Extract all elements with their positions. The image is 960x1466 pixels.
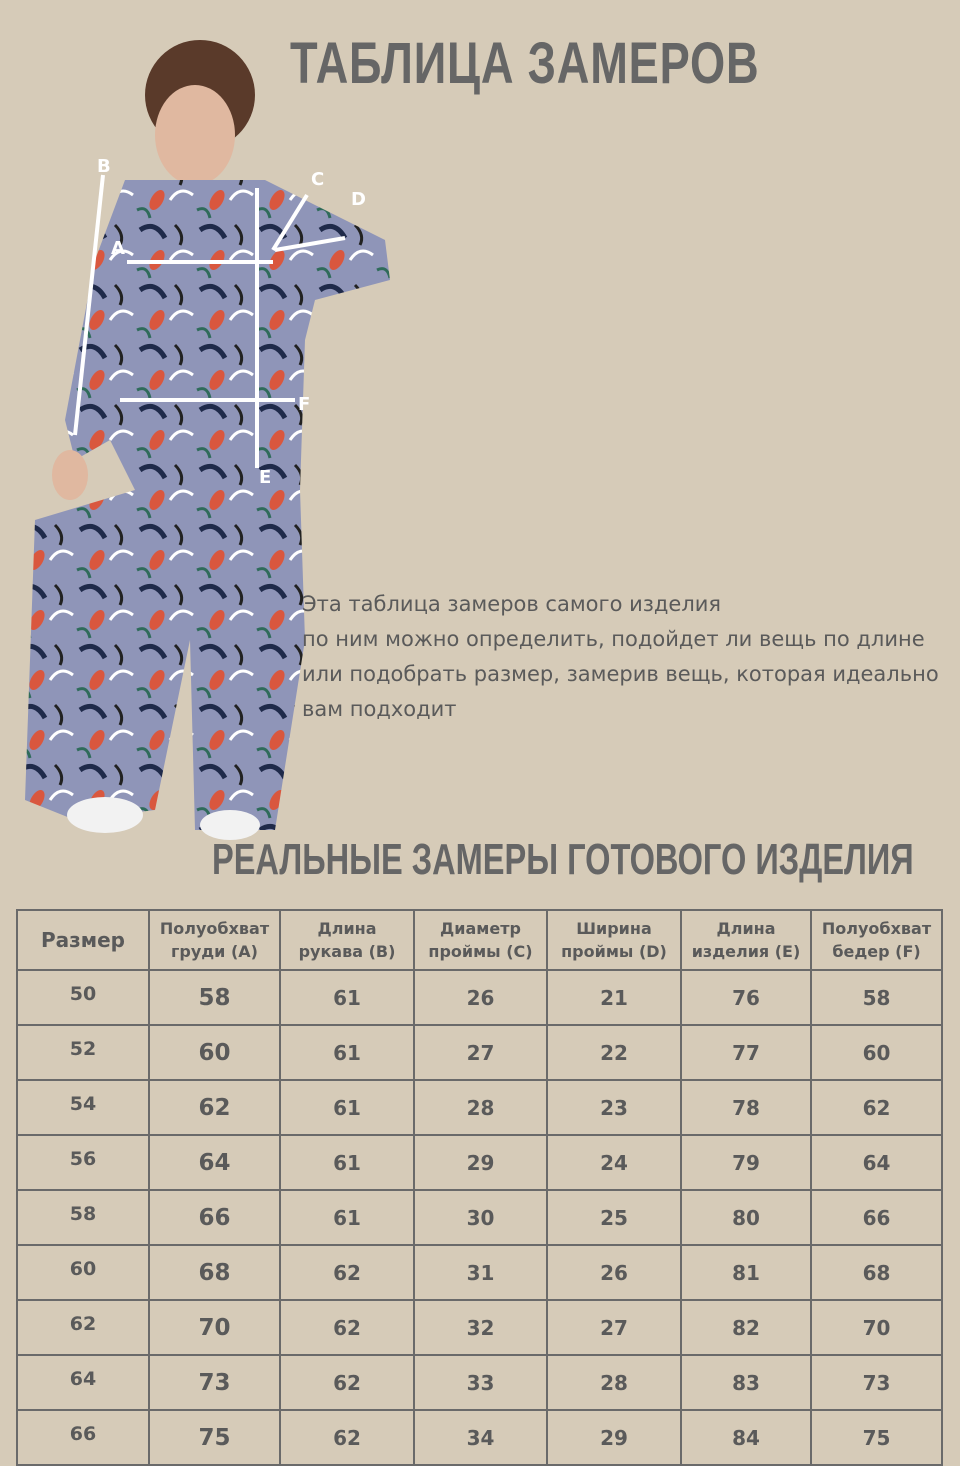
measurement-cell: 60 (149, 1025, 280, 1080)
column-header (681, 910, 811, 970)
measurement-cell: 29 (547, 1410, 681, 1465)
description-line: или подобрать размер, замерив вещь, которая идеально (302, 662, 939, 686)
measurement-cell: 84 (681, 1410, 811, 1465)
measurement-cell: 58 (811, 970, 942, 1025)
table-row (17, 970, 942, 1025)
measurement-cell: 62 (811, 1080, 942, 1135)
column-header-line: бедер (F) (832, 942, 921, 961)
table-row (17, 1300, 942, 1355)
measurement-cell: 76 (681, 970, 811, 1025)
measurement-cell: 83 (681, 1355, 811, 1410)
table-row (17, 1080, 942, 1135)
measurement-cell: 78 (681, 1080, 811, 1135)
measurement-cell: 80 (681, 1190, 811, 1245)
measurement-cell: 61 (280, 1025, 414, 1080)
column-header-line: груди (A) (171, 942, 258, 961)
measurement-cell: 62 (280, 1355, 414, 1410)
column-header-line: проймы (D) (561, 942, 667, 961)
measurement-cell: 66 (811, 1190, 942, 1245)
size-cell: 58 (17, 1190, 149, 1245)
measurement-cell: 34 (414, 1410, 547, 1465)
size-cell: 64 (17, 1355, 149, 1410)
measurement-cell: 62 (149, 1080, 280, 1135)
measurement-cell: 77 (681, 1025, 811, 1080)
measurement-cell: 61 (280, 1080, 414, 1135)
measurement-cell: 73 (811, 1355, 942, 1410)
measurement-cell: 62 (280, 1300, 414, 1355)
measurement-cell: 70 (811, 1300, 942, 1355)
column-header-line: Полуобхват (159, 919, 270, 938)
measurement-cell: 81 (681, 1245, 811, 1300)
description-line: вам подходит (302, 697, 457, 721)
column-header-line: Длина (317, 919, 377, 938)
size-cell: 54 (17, 1080, 149, 1135)
measurement-cell: 75 (811, 1410, 942, 1465)
column-header-line: проймы (C) (428, 942, 533, 961)
description (302, 587, 952, 727)
column-header (414, 910, 547, 970)
page-title: ТАБЛИЦА ЗАМЕРОВ (290, 31, 760, 96)
size-cell: 56 (17, 1135, 149, 1190)
table-row (17, 1410, 942, 1465)
measurement-cell: 27 (414, 1025, 547, 1080)
measurement-cell: 61 (280, 970, 414, 1025)
column-header (280, 910, 414, 970)
measurement-cell: 33 (414, 1355, 547, 1410)
measurement-cell: 73 (149, 1355, 280, 1410)
measurement-cell: 28 (414, 1080, 547, 1135)
table-row (17, 1025, 942, 1080)
measurement-cell: 70 (149, 1300, 280, 1355)
measurement-cell: 58 (149, 970, 280, 1025)
column-header-line: Ширина (576, 919, 652, 938)
measurement-cell: 27 (547, 1300, 681, 1355)
column-header (547, 910, 681, 970)
size-cell: 66 (17, 1410, 149, 1465)
measurement-cell: 24 (547, 1135, 681, 1190)
description-line: по ним можно определить, подойдет ли вещь по длине (302, 627, 925, 651)
column-header (149, 910, 280, 970)
table-row (17, 1245, 942, 1300)
label-b: B (97, 156, 111, 177)
measurement-cell: 66 (149, 1190, 280, 1245)
measurement-cell: 79 (681, 1135, 811, 1190)
column-header-line: Длина (716, 919, 776, 938)
size-cell: 62 (17, 1300, 149, 1355)
measurement-cell: 31 (414, 1245, 547, 1300)
size-cell: 52 (17, 1025, 149, 1080)
measurement-cell: 68 (149, 1245, 280, 1300)
table-title: РЕАЛЬНЫЕ ЗАМЕРЫ ГОТОВОГО ИЗДЕЛИЯ (212, 835, 914, 884)
column-header-line: изделия (E) (691, 942, 801, 961)
label-a: A (111, 238, 125, 259)
column-header-line: Диаметр (440, 919, 521, 938)
measurement-cell: 61 (280, 1190, 414, 1245)
measurement-cell: 64 (149, 1135, 280, 1190)
column-header (17, 910, 149, 970)
measurement-cell: 28 (547, 1355, 681, 1410)
label-c: C (311, 169, 325, 190)
measurement-cell: 82 (681, 1300, 811, 1355)
table-row (17, 1355, 942, 1410)
measurement-cell: 61 (280, 1135, 414, 1190)
table-row (17, 1190, 942, 1245)
measurement-cell: 29 (414, 1135, 547, 1190)
measurement-cell: 21 (547, 970, 681, 1025)
measurement-cell: 68 (811, 1245, 942, 1300)
measurement-cell: 64 (811, 1135, 942, 1190)
column-header-line: Полуобхват (821, 919, 932, 938)
table-header-row (17, 910, 942, 970)
column-header (811, 910, 942, 970)
measurement-cell: 26 (547, 1245, 681, 1300)
description-line: Эта таблица замеров самого изделия (302, 592, 722, 616)
measurement-cell: 60 (811, 1025, 942, 1080)
measurement-cell: 32 (414, 1300, 547, 1355)
measurement-cell: 62 (280, 1410, 414, 1465)
measurement-cell: 25 (547, 1190, 681, 1245)
size-cell: 50 (17, 970, 149, 1025)
measurement-cell: 30 (414, 1190, 547, 1245)
label-e: E (259, 467, 272, 488)
label-f: F (298, 394, 311, 415)
label-d: D (351, 189, 366, 210)
size-table (16, 909, 943, 1466)
column-header-line: Размер (40, 927, 125, 952)
measurement-cell: 22 (547, 1025, 681, 1080)
size-cell: 60 (17, 1245, 149, 1300)
measurement-cell: 26 (414, 970, 547, 1025)
column-header-line: рукава (B) (298, 942, 396, 961)
measurement-cell: 23 (547, 1080, 681, 1135)
measurement-cell: 62 (280, 1245, 414, 1300)
measurement-cell: 75 (149, 1410, 280, 1465)
table-row (17, 1135, 942, 1190)
